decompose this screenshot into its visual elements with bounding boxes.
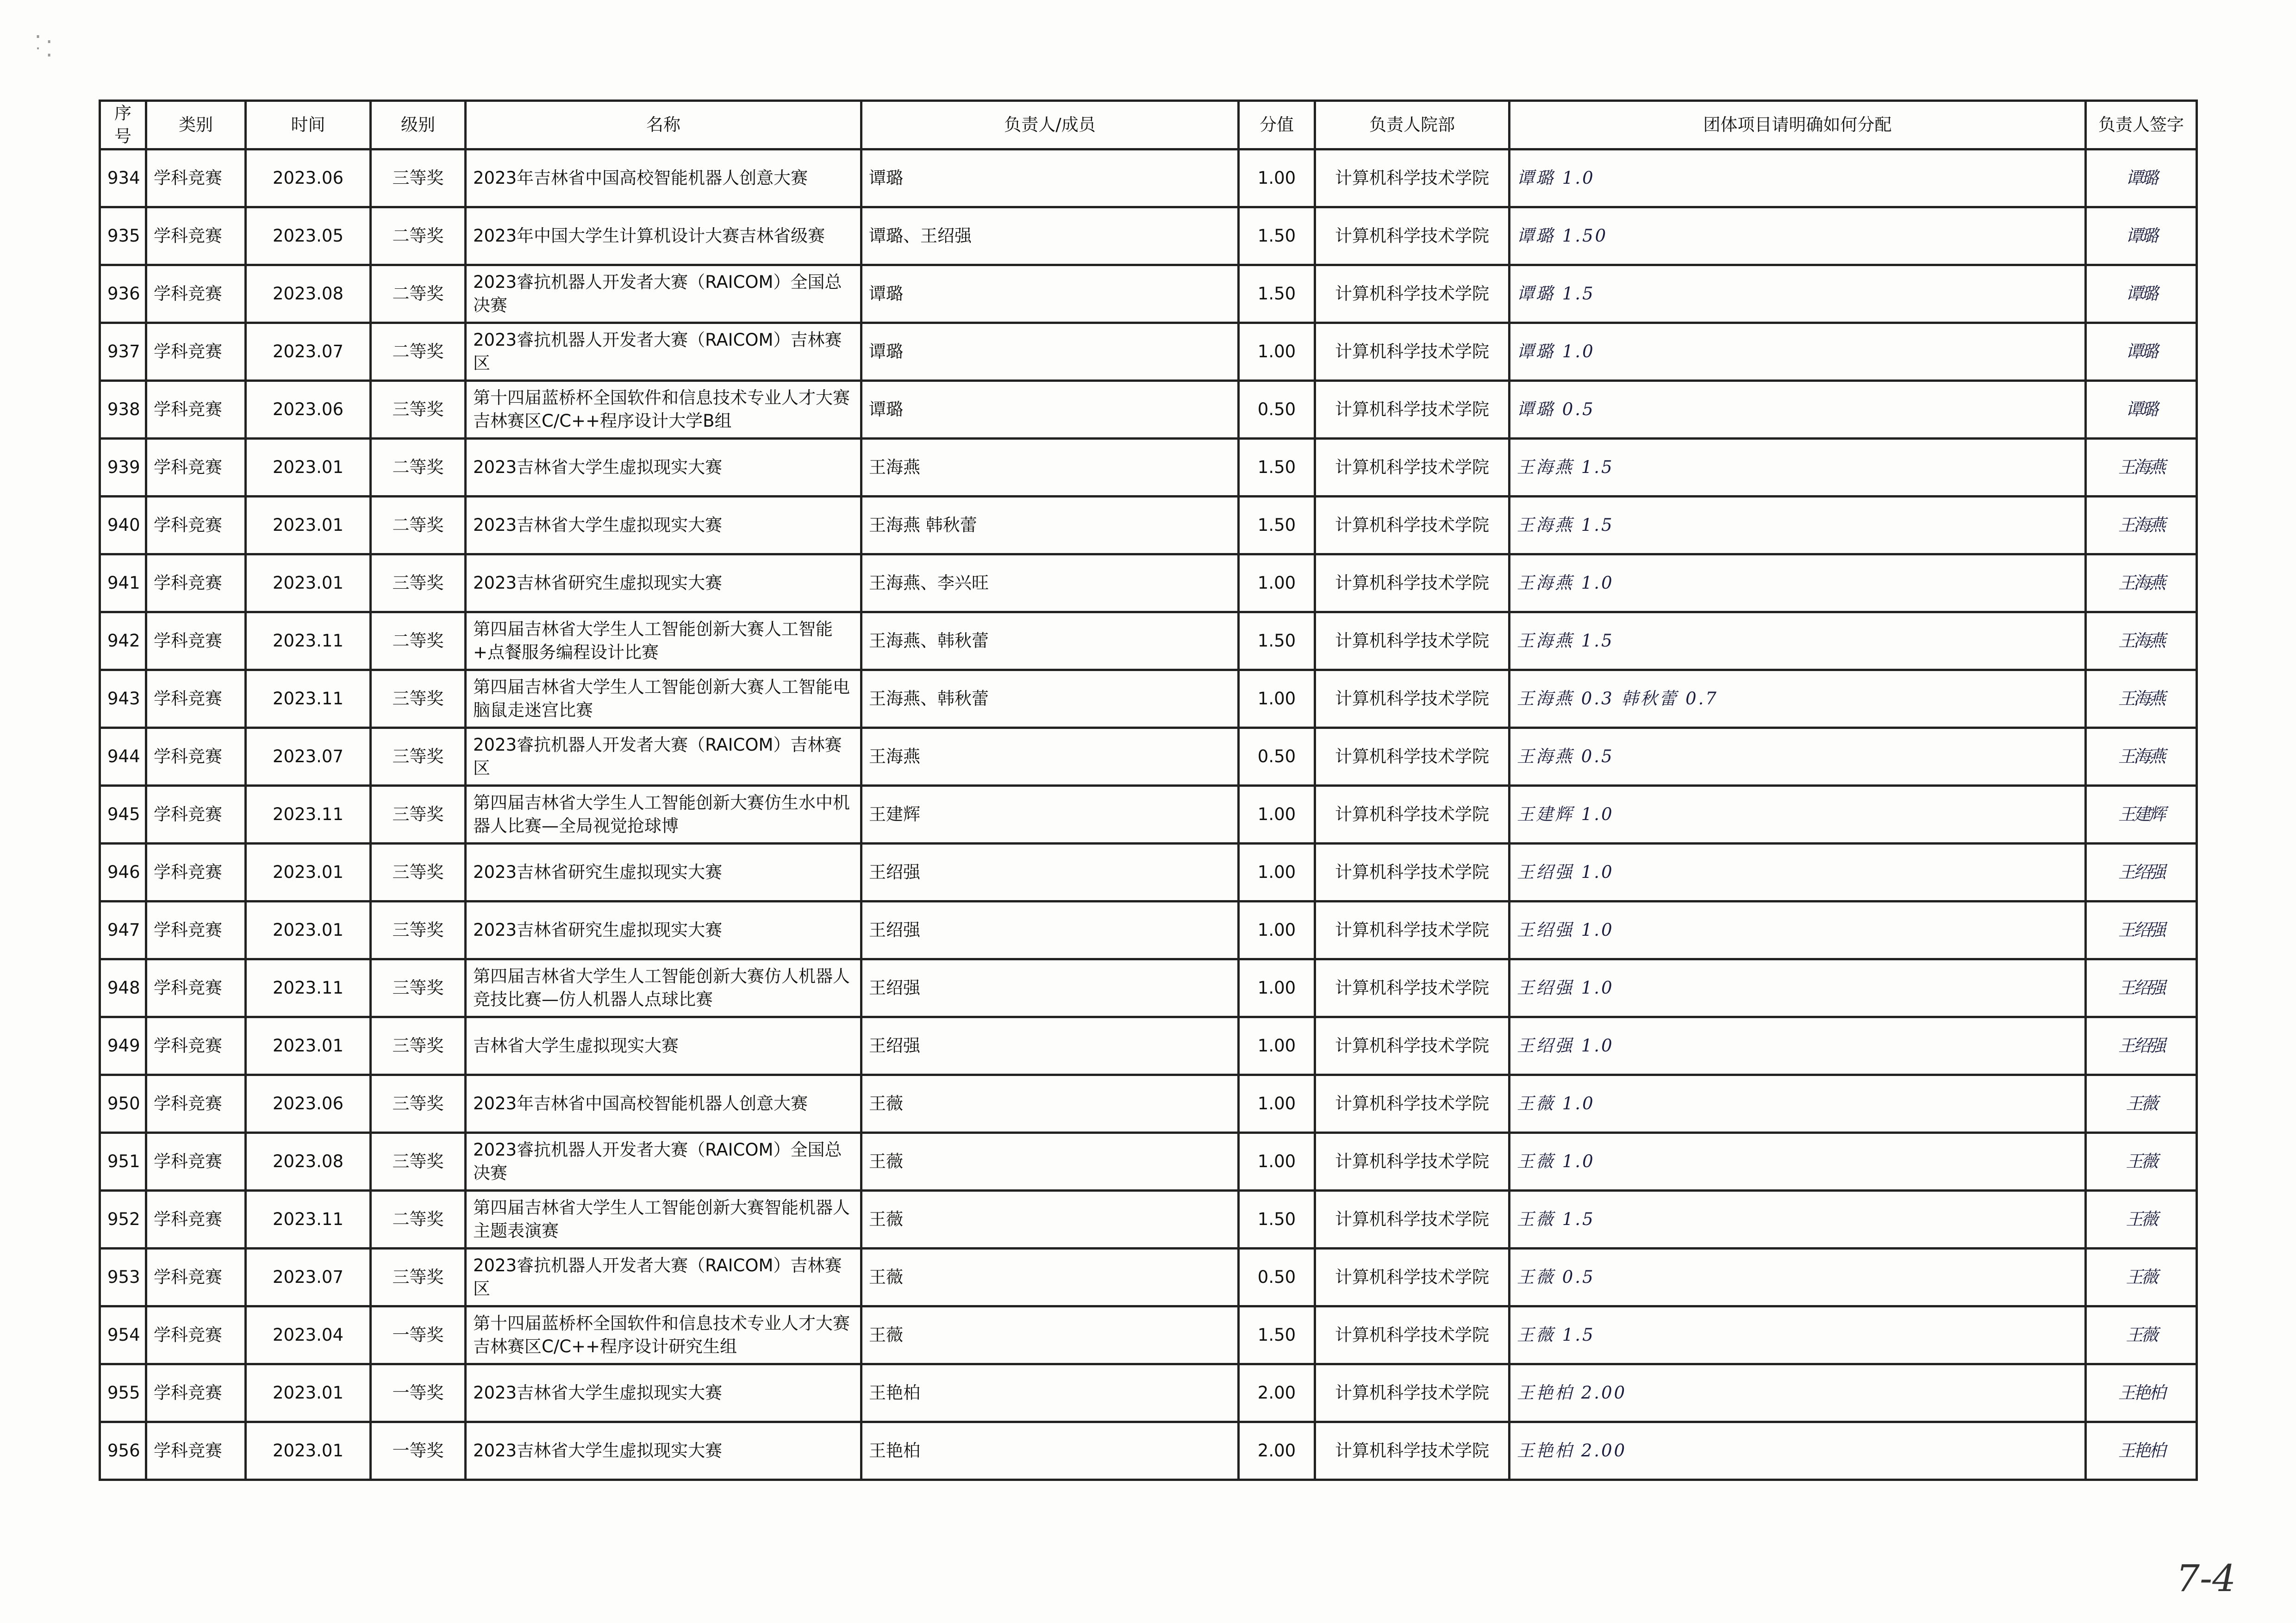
handwritten-signature: 王绍强 — [2086, 959, 2197, 1017]
handwritten-signature: 王艳柏 — [2086, 1422, 2197, 1480]
scan-specks: ·. ˙· — [32, 26, 55, 66]
header-date: 时间 — [246, 101, 371, 149]
level-cell: 二等奖 — [371, 439, 466, 497]
row-number: 939 — [100, 439, 146, 497]
handwritten-signature: 王建辉 — [2086, 786, 2197, 844]
competition-name-cell: 2023吉林省大学生虚拟现实大赛 — [466, 1364, 861, 1422]
level-cell: 三等奖 — [371, 786, 466, 844]
handwritten-signature: 王海燕 — [2086, 728, 2197, 786]
date-cell: 2023.11 — [246, 612, 371, 670]
members-cell: 王绍强 — [861, 902, 1239, 959]
table-row — [100, 1017, 2197, 1075]
members-cell: 谭璐 — [861, 149, 1239, 207]
score-cell: 1.00 — [1239, 1133, 1315, 1191]
score-cell: 1.00 — [1239, 959, 1315, 1017]
row-number: 947 — [100, 902, 146, 959]
header-allocation: 团体项目请明确如何分配 — [1510, 101, 2086, 149]
row-number: 953 — [100, 1249, 146, 1306]
date-cell: 2023.11 — [246, 959, 371, 1017]
date-cell: 2023.01 — [246, 439, 371, 497]
header-members: 负责人/成员 — [861, 101, 1239, 149]
competition-name-cell: 第四届吉林省大学生人工智能创新大赛人工智能电脑鼠走迷宫比赛 — [466, 670, 861, 728]
department-cell: 计算机科学技术学院 — [1315, 902, 1510, 959]
table-row — [100, 1306, 2197, 1364]
row-number: 949 — [100, 1017, 146, 1075]
competition-name-cell: 2023年中国大学生计算机设计大赛吉林省级赛 — [466, 207, 861, 265]
date-cell: 2023.08 — [246, 1133, 371, 1191]
level-cell: 三等奖 — [371, 670, 466, 728]
members-cell: 谭璐 — [861, 265, 1239, 323]
level-cell: 二等奖 — [371, 1191, 466, 1249]
level-cell: 三等奖 — [371, 902, 466, 959]
department-cell: 计算机科学技术学院 — [1315, 1133, 1510, 1191]
members-cell: 谭璐 — [861, 381, 1239, 439]
category-cell: 学科竞赛 — [146, 323, 246, 381]
members-cell: 王海燕 — [861, 728, 1239, 786]
category-cell: 学科竞赛 — [146, 670, 246, 728]
score-cell: 1.50 — [1239, 1191, 1315, 1249]
department-cell: 计算机科学技术学院 — [1315, 497, 1510, 554]
handwritten-allocation: 王艳柏 2.00 — [1510, 1364, 2086, 1422]
row-number: 942 — [100, 612, 146, 670]
handwritten-signature: 王薇 — [2086, 1306, 2197, 1364]
header-signature: 负责人签字 — [2086, 101, 2197, 149]
category-cell: 学科竞赛 — [146, 612, 246, 670]
members-cell: 王薇 — [861, 1249, 1239, 1306]
level-cell: 三等奖 — [371, 1249, 466, 1306]
score-cell: 2.00 — [1239, 1364, 1315, 1422]
table-row — [100, 1191, 2197, 1249]
score-cell: 1.00 — [1239, 323, 1315, 381]
score-cell: 1.50 — [1239, 207, 1315, 265]
category-cell: 学科竞赛 — [146, 381, 246, 439]
row-number: 934 — [100, 149, 146, 207]
department-cell: 计算机科学技术学院 — [1315, 323, 1510, 381]
competition-name-cell: 第四届吉林省大学生人工智能创新大赛智能机器人主题表演赛 — [466, 1191, 861, 1249]
table-row — [100, 1075, 2197, 1133]
handwritten-signature: 王海燕 — [2086, 670, 2197, 728]
date-cell: 2023.07 — [246, 1249, 371, 1306]
members-cell: 谭璐 — [861, 323, 1239, 381]
competition-name-cell: 2023吉林省大学生虚拟现实大赛 — [466, 497, 861, 554]
department-cell: 计算机科学技术学院 — [1315, 670, 1510, 728]
level-cell: 三等奖 — [371, 1017, 466, 1075]
members-cell: 王海燕、韩秋蕾 — [861, 670, 1239, 728]
handwritten-signature: 王海燕 — [2086, 554, 2197, 612]
date-cell: 2023.05 — [246, 207, 371, 265]
competition-name-cell: 2023吉林省大学生虚拟现实大赛 — [466, 1422, 861, 1480]
row-number: 955 — [100, 1364, 146, 1422]
handwritten-signature: 王薇 — [2086, 1249, 2197, 1306]
row-number: 950 — [100, 1075, 146, 1133]
members-cell: 王建辉 — [861, 786, 1239, 844]
date-cell: 2023.06 — [246, 149, 371, 207]
table-row — [100, 1133, 2197, 1191]
handwritten-signature: 谭璐 — [2086, 149, 2197, 207]
table-row — [100, 612, 2197, 670]
department-cell: 计算机科学技术学院 — [1315, 1191, 1510, 1249]
category-cell: 学科竞赛 — [146, 902, 246, 959]
score-cell: 0.50 — [1239, 381, 1315, 439]
level-cell: 二等奖 — [371, 612, 466, 670]
handwritten-allocation: 王海燕 1.5 — [1510, 439, 2086, 497]
award-table — [99, 99, 2198, 1481]
table-row — [100, 1422, 2197, 1480]
table-row — [100, 323, 2197, 381]
date-cell: 2023.08 — [246, 265, 371, 323]
handwritten-allocation: 谭璐 1.50 — [1510, 207, 2086, 265]
department-cell: 计算机科学技术学院 — [1315, 554, 1510, 612]
department-cell: 计算机科学技术学院 — [1315, 786, 1510, 844]
row-number: 952 — [100, 1191, 146, 1249]
department-cell: 计算机科学技术学院 — [1315, 612, 1510, 670]
date-cell: 2023.07 — [246, 728, 371, 786]
category-cell: 学科竞赛 — [146, 1249, 246, 1306]
table-body — [100, 149, 2197, 1480]
handwritten-signature: 谭璐 — [2086, 381, 2197, 439]
handwritten-allocation: 王建辉 1.0 — [1510, 786, 2086, 844]
category-cell: 学科竞赛 — [146, 265, 246, 323]
handwritten-signature: 谭璐 — [2086, 265, 2197, 323]
table-row — [100, 902, 2197, 959]
header-no: 序号 — [100, 101, 146, 149]
table-row — [100, 207, 2197, 265]
members-cell: 王海燕、李兴旺 — [861, 554, 1239, 612]
handwritten-signature: 王海燕 — [2086, 439, 2197, 497]
date-cell: 2023.01 — [246, 844, 371, 902]
score-cell: 0.50 — [1239, 728, 1315, 786]
members-cell: 谭璐、王绍强 — [861, 207, 1239, 265]
level-cell: 二等奖 — [371, 265, 466, 323]
handwritten-signature: 王艳柏 — [2086, 1364, 2197, 1422]
handwritten-allocation: 谭璐 0.5 — [1510, 381, 2086, 439]
handwritten-signature: 王薇 — [2086, 1133, 2197, 1191]
handwritten-allocation: 谭璐 1.0 — [1510, 323, 2086, 381]
score-cell: 1.00 — [1239, 786, 1315, 844]
header-name: 名称 — [466, 101, 861, 149]
competition-name-cell: 2023吉林省大学生虚拟现实大赛 — [466, 439, 861, 497]
category-cell: 学科竞赛 — [146, 554, 246, 612]
level-cell: 一等奖 — [371, 1364, 466, 1422]
handwritten-signature: 王薇 — [2086, 1075, 2197, 1133]
category-cell: 学科竞赛 — [146, 1364, 246, 1422]
competition-name-cell: 2023睿抗机器人开发者大赛（RAICOM）全国总决赛 — [466, 265, 861, 323]
date-cell: 2023.01 — [246, 902, 371, 959]
category-cell: 学科竞赛 — [146, 959, 246, 1017]
row-number: 937 — [100, 323, 146, 381]
level-cell: 三等奖 — [371, 149, 466, 207]
score-cell: 2.00 — [1239, 1422, 1315, 1480]
header-dept: 负责人院部 — [1315, 101, 1510, 149]
competition-name-cell: 2023吉林省研究生虚拟现实大赛 — [466, 554, 861, 612]
members-cell: 王海燕、韩秋蕾 — [861, 612, 1239, 670]
level-cell: 三等奖 — [371, 844, 466, 902]
handwritten-allocation: 王艳柏 2.00 — [1510, 1422, 2086, 1480]
level-cell: 三等奖 — [371, 554, 466, 612]
members-cell: 王艳柏 — [861, 1422, 1239, 1480]
score-cell: 1.00 — [1239, 670, 1315, 728]
category-cell: 学科竞赛 — [146, 149, 246, 207]
score-cell: 0.50 — [1239, 1249, 1315, 1306]
category-cell: 学科竞赛 — [146, 1191, 246, 1249]
row-number: 945 — [100, 786, 146, 844]
score-cell: 1.50 — [1239, 439, 1315, 497]
table-row — [100, 497, 2197, 554]
handwritten-allocation: 王薇 1.0 — [1510, 1075, 2086, 1133]
level-cell: 三等奖 — [371, 1075, 466, 1133]
category-cell: 学科竞赛 — [146, 1075, 246, 1133]
table-row — [100, 728, 2197, 786]
handwritten-signature: 谭璐 — [2086, 207, 2197, 265]
competition-name-cell: 第四届吉林省大学生人工智能创新大赛仿生水中机器人比赛—全局视觉抢球博 — [466, 786, 861, 844]
date-cell: 2023.07 — [246, 323, 371, 381]
members-cell: 王海燕 韩秋蕾 — [861, 497, 1239, 554]
date-cell: 2023.06 — [246, 1075, 371, 1133]
competition-name-cell: 第四届吉林省大学生人工智能创新大赛仿人机器人竞技比赛—仿人机器人点球比赛 — [466, 959, 861, 1017]
department-cell: 计算机科学技术学院 — [1315, 1422, 1510, 1480]
table-row — [100, 1364, 2197, 1422]
handwritten-allocation: 王薇 1.0 — [1510, 1133, 2086, 1191]
competition-name-cell: 2023吉林省研究生虚拟现实大赛 — [466, 902, 861, 959]
handwritten-signature: 王海燕 — [2086, 612, 2197, 670]
date-cell: 2023.11 — [246, 786, 371, 844]
row-number: 948 — [100, 959, 146, 1017]
date-cell: 2023.06 — [246, 381, 371, 439]
competition-name-cell: 2023年吉林省中国高校智能机器人创意大赛 — [466, 149, 861, 207]
department-cell: 计算机科学技术学院 — [1315, 1075, 1510, 1133]
date-cell: 2023.04 — [246, 1306, 371, 1364]
handwritten-allocation: 王海燕 0.3 韩秋蕾 0.7 — [1510, 670, 2086, 728]
category-cell: 学科竞赛 — [146, 1306, 246, 1364]
level-cell: 三等奖 — [371, 728, 466, 786]
category-cell: 学科竞赛 — [146, 844, 246, 902]
competition-name-cell: 2023睿抗机器人开发者大赛（RAICOM）吉林赛区 — [466, 323, 861, 381]
department-cell: 计算机科学技术学院 — [1315, 381, 1510, 439]
table-row — [100, 786, 2197, 844]
category-cell: 学科竞赛 — [146, 207, 246, 265]
score-cell: 1.50 — [1239, 497, 1315, 554]
competition-name-cell: 2023睿抗机器人开发者大赛（RAICOM）吉林赛区 — [466, 728, 861, 786]
category-cell: 学科竞赛 — [146, 497, 246, 554]
header-row — [100, 101, 2197, 149]
handwritten-allocation: 王薇 0.5 — [1510, 1249, 2086, 1306]
score-cell: 1.00 — [1239, 1075, 1315, 1133]
competition-name-cell: 吉林省大学生虚拟现实大赛 — [466, 1017, 861, 1075]
score-cell: 1.00 — [1239, 1017, 1315, 1075]
handwritten-allocation: 王薇 1.5 — [1510, 1191, 2086, 1249]
department-cell: 计算机科学技术学院 — [1315, 728, 1510, 786]
row-number: 936 — [100, 265, 146, 323]
table-row — [100, 265, 2197, 323]
header-category: 类别 — [146, 101, 246, 149]
department-cell: 计算机科学技术学院 — [1315, 439, 1510, 497]
date-cell: 2023.11 — [246, 670, 371, 728]
row-number: 944 — [100, 728, 146, 786]
row-number: 956 — [100, 1422, 146, 1480]
members-cell: 王薇 — [861, 1306, 1239, 1364]
row-number: 954 — [100, 1306, 146, 1364]
handwritten-allocation: 王绍强 1.0 — [1510, 1017, 2086, 1075]
level-cell: 三等奖 — [371, 959, 466, 1017]
score-cell: 1.00 — [1239, 844, 1315, 902]
date-cell: 2023.01 — [246, 1017, 371, 1075]
category-cell: 学科竞赛 — [146, 439, 246, 497]
page-number: 7-4 — [2176, 1557, 2236, 1600]
department-cell: 计算机科学技术学院 — [1315, 1364, 1510, 1422]
score-cell: 1.00 — [1239, 902, 1315, 959]
department-cell: 计算机科学技术学院 — [1315, 1249, 1510, 1306]
handwritten-signature: 谭璐 — [2086, 323, 2197, 381]
table-row — [100, 439, 2197, 497]
table-row — [100, 554, 2197, 612]
row-number: 946 — [100, 844, 146, 902]
row-number: 951 — [100, 1133, 146, 1191]
score-cell: 1.00 — [1239, 554, 1315, 612]
level-cell: 三等奖 — [371, 1133, 466, 1191]
competition-name-cell: 第十四届蓝桥杯全国软件和信息技术专业人才大赛吉林赛区C/C++程序设计研究生组 — [466, 1306, 861, 1364]
row-number: 943 — [100, 670, 146, 728]
department-cell: 计算机科学技术学院 — [1315, 149, 1510, 207]
table-row — [100, 670, 2197, 728]
level-cell: 三等奖 — [371, 381, 466, 439]
members-cell: 王薇 — [861, 1133, 1239, 1191]
competition-name-cell: 第十四届蓝桥杯全国软件和信息技术专业人才大赛吉林赛区C/C++程序设计大学B组 — [466, 381, 861, 439]
row-number: 941 — [100, 554, 146, 612]
handwritten-allocation: 王海燕 1.0 — [1510, 554, 2086, 612]
members-cell: 王绍强 — [861, 1017, 1239, 1075]
handwritten-allocation: 谭璐 1.0 — [1510, 149, 2086, 207]
score-cell: 1.00 — [1239, 149, 1315, 207]
department-cell: 计算机科学技术学院 — [1315, 1306, 1510, 1364]
date-cell: 2023.01 — [246, 554, 371, 612]
header-score: 分值 — [1239, 101, 1315, 149]
department-cell: 计算机科学技术学院 — [1315, 959, 1510, 1017]
handwritten-signature: 王绍强 — [2086, 1017, 2197, 1075]
members-cell: 王薇 — [861, 1075, 1239, 1133]
level-cell: 一等奖 — [371, 1306, 466, 1364]
members-cell: 王海燕 — [861, 439, 1239, 497]
row-number: 940 — [100, 497, 146, 554]
department-cell: 计算机科学技术学院 — [1315, 844, 1510, 902]
handwritten-signature: 王薇 — [2086, 1191, 2197, 1249]
category-cell: 学科竞赛 — [146, 728, 246, 786]
date-cell: 2023.01 — [246, 1364, 371, 1422]
members-cell: 王绍强 — [861, 844, 1239, 902]
score-cell: 1.50 — [1239, 265, 1315, 323]
level-cell: 二等奖 — [371, 207, 466, 265]
level-cell: 一等奖 — [371, 1422, 466, 1480]
header-level: 级别 — [371, 101, 466, 149]
date-cell: 2023.01 — [246, 497, 371, 554]
row-number: 935 — [100, 207, 146, 265]
score-cell: 1.50 — [1239, 612, 1315, 670]
department-cell: 计算机科学技术学院 — [1315, 265, 1510, 323]
table-row — [100, 959, 2197, 1017]
handwritten-allocation: 王绍强 1.0 — [1510, 959, 2086, 1017]
table-row — [100, 381, 2197, 439]
date-cell: 2023.11 — [246, 1191, 371, 1249]
competition-name-cell: 第四届吉林省大学生人工智能创新大赛人工智能+点餐服务编程设计比赛 — [466, 612, 861, 670]
score-cell: 1.50 — [1239, 1306, 1315, 1364]
table-row — [100, 844, 2197, 902]
competition-name-cell: 2023睿抗机器人开发者大赛（RAICOM）全国总决赛 — [466, 1133, 861, 1191]
table-row — [100, 1249, 2197, 1306]
row-number: 938 — [100, 381, 146, 439]
department-cell: 计算机科学技术学院 — [1315, 207, 1510, 265]
members-cell: 王艳柏 — [861, 1364, 1239, 1422]
competition-name-cell: 2023睿抗机器人开发者大赛（RAICOM）吉林赛区 — [466, 1249, 861, 1306]
handwritten-allocation: 王海燕 1.5 — [1510, 612, 2086, 670]
competition-name-cell: 2023年吉林省中国高校智能机器人创意大赛 — [466, 1075, 861, 1133]
members-cell: 王绍强 — [861, 959, 1239, 1017]
handwritten-allocation: 王薇 1.5 — [1510, 1306, 2086, 1364]
handwritten-signature: 王海燕 — [2086, 497, 2197, 554]
competition-name-cell: 2023吉林省研究生虚拟现实大赛 — [466, 844, 861, 902]
handwritten-signature: 王绍强 — [2086, 844, 2197, 902]
category-cell: 学科竞赛 — [146, 786, 246, 844]
level-cell: 二等奖 — [371, 497, 466, 554]
date-cell: 2023.01 — [246, 1422, 371, 1480]
handwritten-allocation: 谭璐 1.5 — [1510, 265, 2086, 323]
handwritten-signature: 王绍强 — [2086, 902, 2197, 959]
level-cell: 二等奖 — [371, 323, 466, 381]
handwritten-allocation: 王绍强 1.0 — [1510, 902, 2086, 959]
department-cell: 计算机科学技术学院 — [1315, 1017, 1510, 1075]
category-cell: 学科竞赛 — [146, 1133, 246, 1191]
handwritten-allocation: 王海燕 0.5 — [1510, 728, 2086, 786]
handwritten-allocation: 王绍强 1.0 — [1510, 844, 2086, 902]
category-cell: 学科竞赛 — [146, 1017, 246, 1075]
members-cell: 王薇 — [861, 1191, 1239, 1249]
handwritten-allocation: 王海燕 1.5 — [1510, 497, 2086, 554]
table-row — [100, 149, 2197, 207]
category-cell: 学科竞赛 — [146, 1422, 246, 1480]
